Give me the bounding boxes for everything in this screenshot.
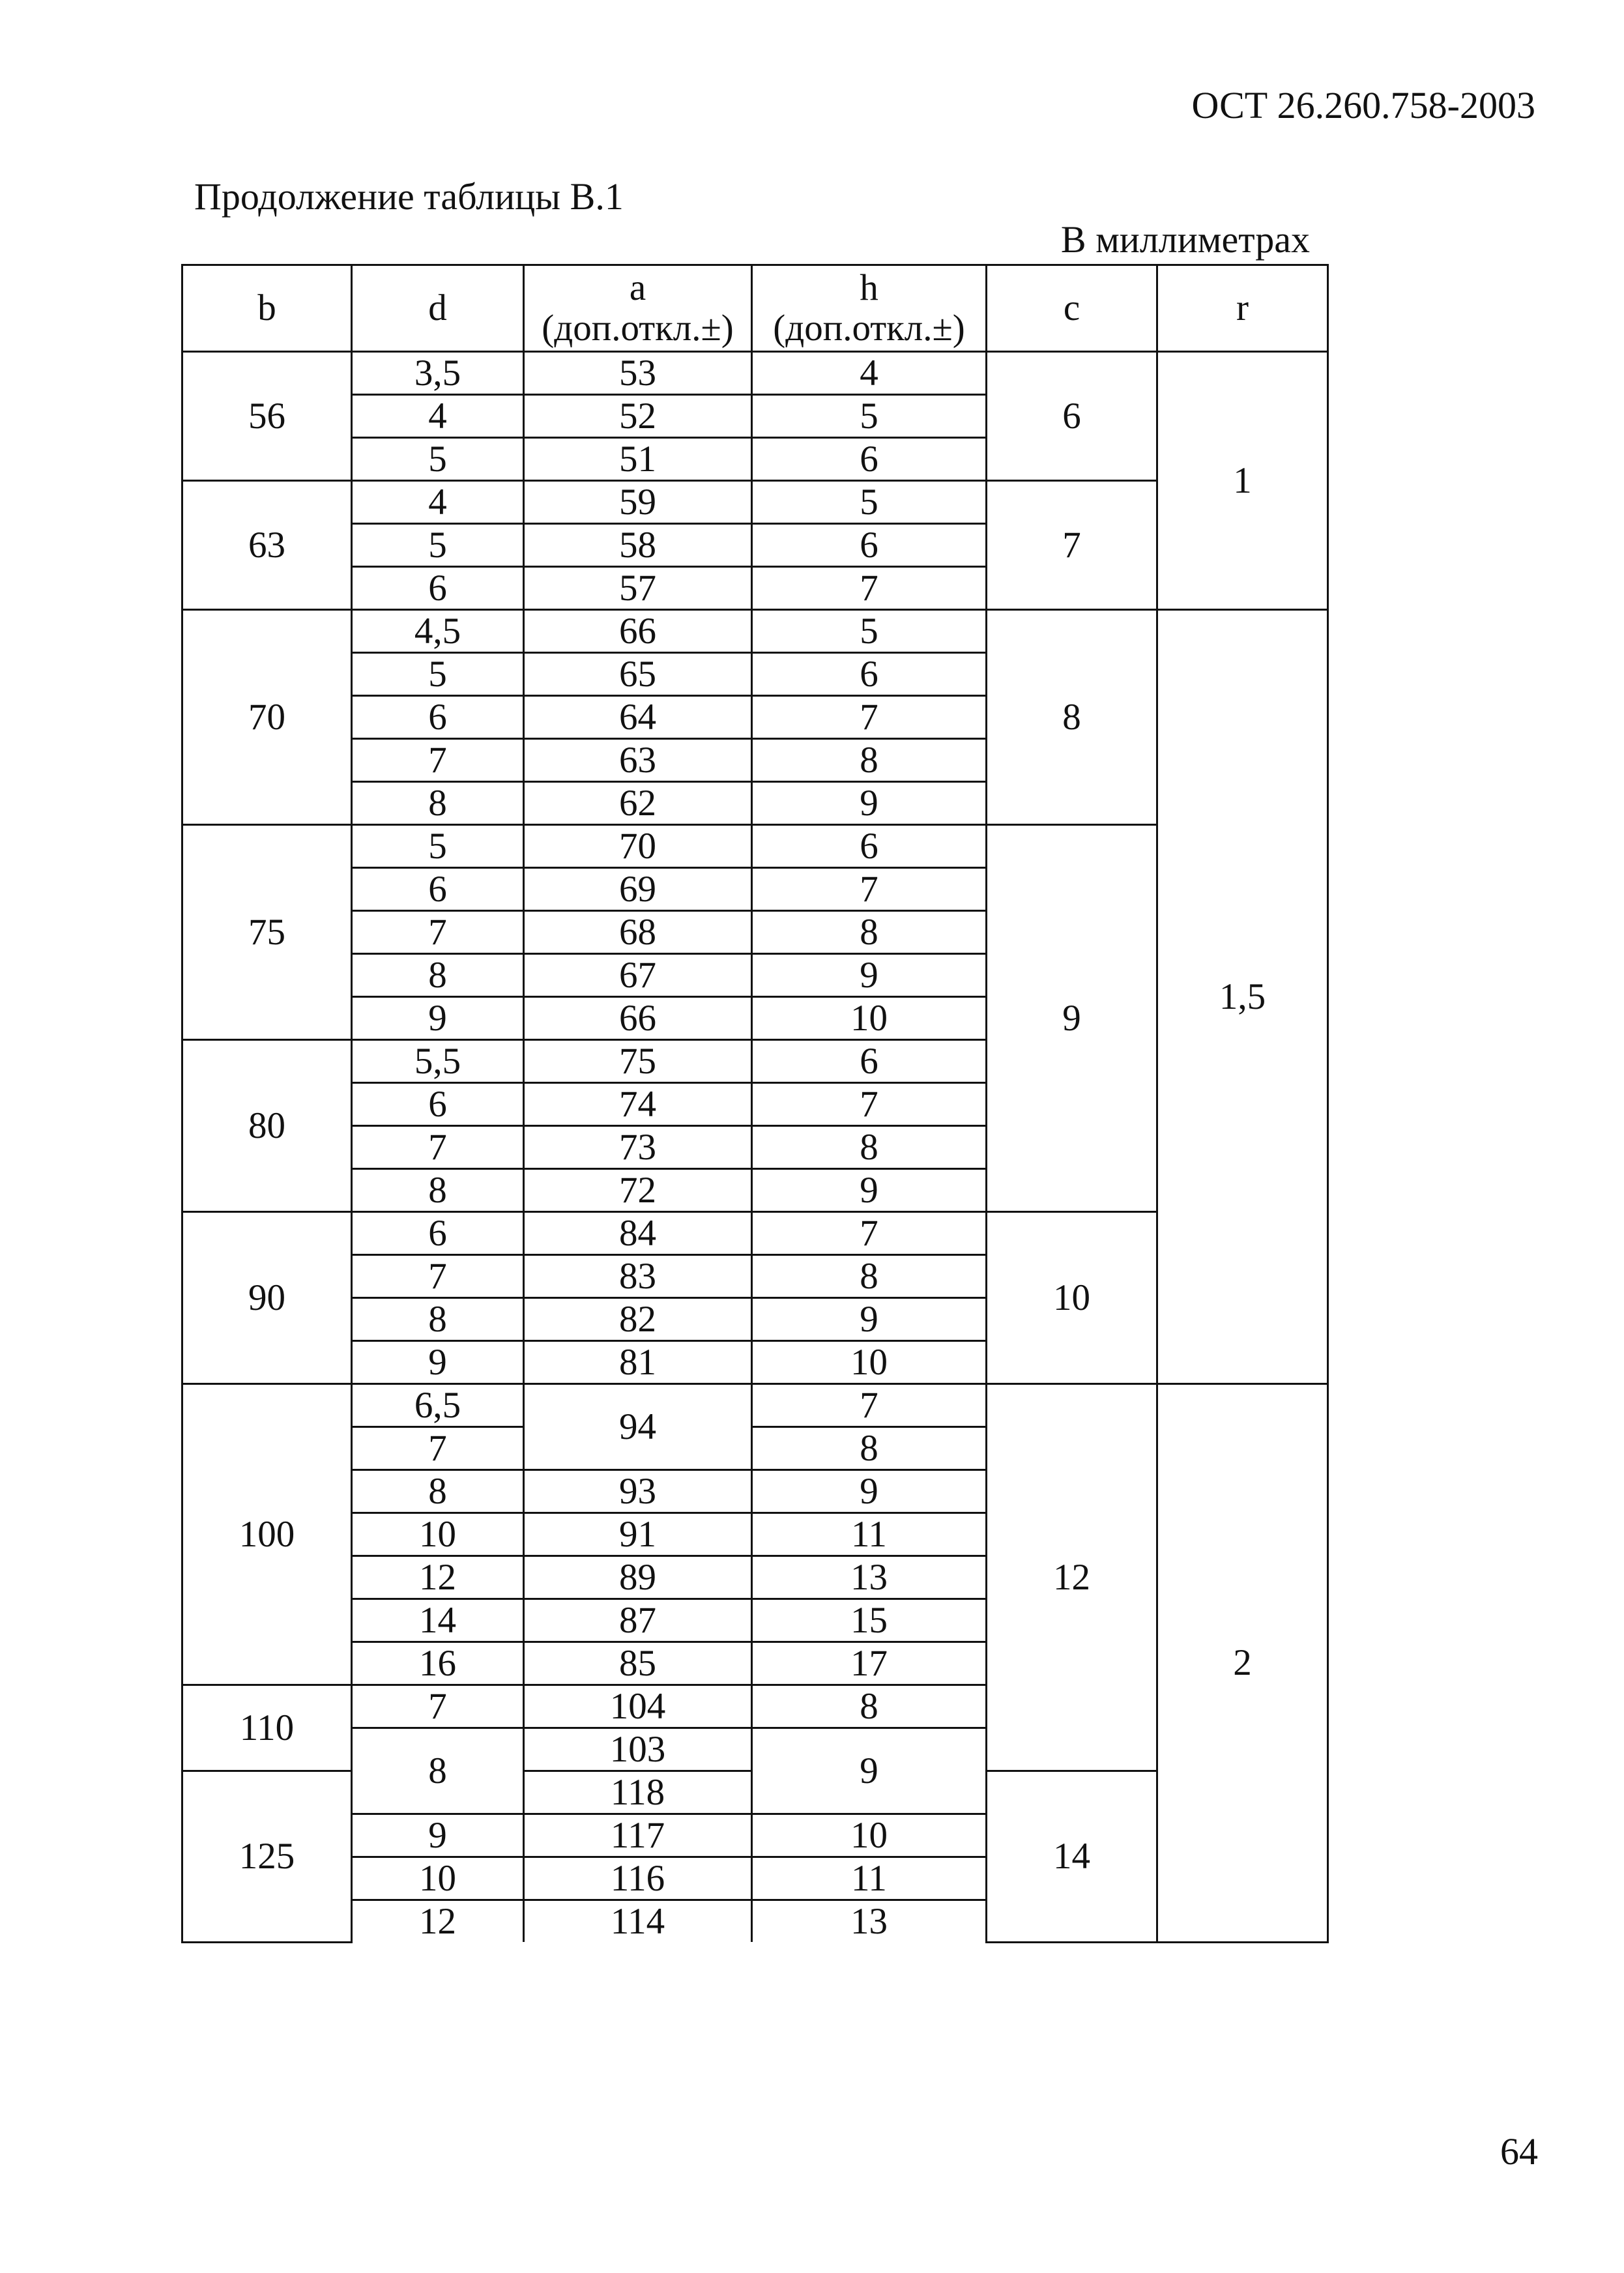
h-cell: 9 bbox=[752, 954, 987, 997]
c-cell: 12 bbox=[987, 1384, 1157, 1771]
c-cell: 6 bbox=[987, 352, 1157, 481]
header-h-note: (доп.откл.±) bbox=[773, 308, 965, 349]
h-cell: 9 bbox=[752, 1298, 987, 1341]
a-cell: 83 bbox=[524, 1255, 752, 1298]
h-cell: 5 bbox=[752, 481, 987, 524]
a-cell: 66 bbox=[524, 610, 752, 653]
a-cell: 118 bbox=[524, 1771, 752, 1814]
d-cell: 6 bbox=[352, 567, 524, 610]
c-cell: 7 bbox=[987, 481, 1157, 610]
h-cell: 9 bbox=[752, 1470, 987, 1513]
r-cell: 2 bbox=[1157, 1384, 1328, 1943]
a-cell: 66 bbox=[524, 997, 752, 1040]
table-row bbox=[182, 610, 1328, 653]
a-cell: 91 bbox=[524, 1513, 752, 1556]
d-cell: 7 bbox=[352, 911, 524, 954]
d-cell: 4 bbox=[352, 481, 524, 524]
h-cell: 7 bbox=[752, 567, 987, 610]
a-cell: 94 bbox=[524, 1384, 752, 1470]
header-c: c bbox=[987, 265, 1157, 352]
d-cell: 8 bbox=[352, 1728, 524, 1814]
table-row bbox=[182, 1384, 1328, 1427]
h-cell: 4 bbox=[752, 352, 987, 395]
a-cell: 103 bbox=[524, 1728, 752, 1771]
d-cell: 8 bbox=[352, 782, 524, 825]
h-cell: 6 bbox=[752, 825, 987, 868]
h-cell: 13 bbox=[752, 1556, 987, 1599]
header-r: r bbox=[1157, 265, 1328, 352]
d-cell: 6,5 bbox=[352, 1384, 524, 1427]
a-cell: 69 bbox=[524, 868, 752, 911]
group-b-cell: 80 bbox=[182, 1040, 352, 1212]
d-cell: 6 bbox=[352, 1212, 524, 1255]
a-cell: 82 bbox=[524, 1298, 752, 1341]
header-a bbox=[524, 265, 752, 352]
d-cell: 12 bbox=[352, 1556, 524, 1599]
table-row bbox=[182, 481, 1328, 524]
r-cell: 1,5 bbox=[1157, 610, 1328, 1384]
h-cell: 10 bbox=[752, 997, 987, 1040]
d-cell: 7 bbox=[352, 739, 524, 782]
group-b-cell: 70 bbox=[182, 610, 352, 825]
d-cell: 9 bbox=[352, 1814, 524, 1857]
d-cell: 3,5 bbox=[352, 352, 524, 395]
d-cell: 8 bbox=[352, 954, 524, 997]
h-cell: 8 bbox=[752, 1255, 987, 1298]
header-b: b bbox=[182, 265, 352, 352]
c-cell: 9 bbox=[987, 825, 1157, 1212]
d-cell: 7 bbox=[352, 1685, 524, 1728]
d-cell: 7 bbox=[352, 1427, 524, 1470]
d-cell: 5 bbox=[352, 524, 524, 567]
a-cell: 116 bbox=[524, 1857, 752, 1900]
d-cell: 10 bbox=[352, 1513, 524, 1556]
group-b-cell: 100 bbox=[182, 1384, 352, 1685]
a-cell: 63 bbox=[524, 739, 752, 782]
h-cell: 6 bbox=[752, 653, 987, 696]
header-h bbox=[752, 265, 987, 352]
d-cell: 14 bbox=[352, 1599, 524, 1642]
d-cell: 4 bbox=[352, 395, 524, 438]
d-cell: 6 bbox=[352, 868, 524, 911]
a-cell: 84 bbox=[524, 1212, 752, 1255]
a-cell: 89 bbox=[524, 1556, 752, 1599]
h-cell: 6 bbox=[752, 1040, 987, 1083]
table-caption: Продолжение таблицы В.1 bbox=[194, 175, 624, 218]
group-b-cell: 56 bbox=[182, 352, 352, 481]
c-cell: 14 bbox=[987, 1771, 1157, 1943]
table-header-row bbox=[182, 265, 1328, 352]
header-d: d bbox=[352, 265, 524, 352]
a-cell: 93 bbox=[524, 1470, 752, 1513]
h-cell: 5 bbox=[752, 395, 987, 438]
table-row bbox=[182, 352, 1328, 395]
a-cell: 52 bbox=[524, 395, 752, 438]
h-cell: 6 bbox=[752, 524, 987, 567]
a-cell: 51 bbox=[524, 438, 752, 481]
a-cell: 64 bbox=[524, 696, 752, 739]
a-cell: 59 bbox=[524, 481, 752, 524]
r-cell: 1 bbox=[1157, 352, 1328, 610]
h-cell: 7 bbox=[752, 1212, 987, 1255]
d-cell: 7 bbox=[352, 1126, 524, 1169]
h-cell: 9 bbox=[752, 1169, 987, 1212]
a-cell: 72 bbox=[524, 1169, 752, 1212]
page-number: 64 bbox=[1500, 2130, 1538, 2173]
a-cell: 62 bbox=[524, 782, 752, 825]
c-cell: 10 bbox=[987, 1212, 1157, 1384]
h-cell: 17 bbox=[752, 1642, 987, 1685]
a-cell: 65 bbox=[524, 653, 752, 696]
h-cell: 9 bbox=[752, 1728, 987, 1814]
group-b-cell: 63 bbox=[182, 481, 352, 610]
c-cell: 8 bbox=[987, 610, 1157, 825]
d-cell: 8 bbox=[352, 1169, 524, 1212]
group-b-cell: 125 bbox=[182, 1771, 352, 1943]
h-cell: 7 bbox=[752, 1083, 987, 1126]
a-cell: 81 bbox=[524, 1341, 752, 1384]
document-code: ОСТ 26.260.758-2003 bbox=[1191, 84, 1535, 126]
table-row bbox=[182, 1212, 1328, 1255]
units-note: В миллиметрах bbox=[1060, 218, 1310, 261]
table-row bbox=[182, 825, 1328, 868]
a-cell: 74 bbox=[524, 1083, 752, 1126]
h-cell: 8 bbox=[752, 1427, 987, 1470]
h-cell: 10 bbox=[752, 1814, 987, 1857]
header-a-label: a bbox=[629, 267, 646, 308]
d-cell: 8 bbox=[352, 1298, 524, 1341]
a-cell: 57 bbox=[524, 567, 752, 610]
h-cell: 5 bbox=[752, 610, 987, 653]
a-cell: 85 bbox=[524, 1642, 752, 1685]
a-cell: 58 bbox=[524, 524, 752, 567]
a-cell: 67 bbox=[524, 954, 752, 997]
h-cell: 6 bbox=[752, 438, 987, 481]
d-cell: 5 bbox=[352, 825, 524, 868]
h-cell: 8 bbox=[752, 1126, 987, 1169]
h-cell: 8 bbox=[752, 1685, 987, 1728]
d-cell: 12 bbox=[352, 1900, 524, 1943]
a-cell: 53 bbox=[524, 352, 752, 395]
h-cell: 11 bbox=[752, 1513, 987, 1556]
d-cell: 4,5 bbox=[352, 610, 524, 653]
a-cell: 75 bbox=[524, 1040, 752, 1083]
h-cell: 13 bbox=[752, 1900, 987, 1943]
h-cell: 8 bbox=[752, 911, 987, 954]
a-cell: 68 bbox=[524, 911, 752, 954]
h-cell: 8 bbox=[752, 739, 987, 782]
h-cell: 15 bbox=[752, 1599, 987, 1642]
d-cell: 5 bbox=[352, 438, 524, 481]
a-cell: 87 bbox=[524, 1599, 752, 1642]
d-cell: 7 bbox=[352, 1255, 524, 1298]
group-b-cell: 75 bbox=[182, 825, 352, 1040]
d-cell: 5 bbox=[352, 653, 524, 696]
d-cell: 5,5 bbox=[352, 1040, 524, 1083]
d-cell: 9 bbox=[352, 997, 524, 1040]
h-cell: 11 bbox=[752, 1857, 987, 1900]
h-cell: 9 bbox=[752, 782, 987, 825]
d-cell: 8 bbox=[352, 1470, 524, 1513]
dimensions-table bbox=[181, 264, 1329, 1943]
a-cell: 114 bbox=[524, 1900, 752, 1943]
a-cell: 117 bbox=[524, 1814, 752, 1857]
a-cell: 73 bbox=[524, 1126, 752, 1169]
h-cell: 10 bbox=[752, 1341, 987, 1384]
header-a-note: (доп.откл.±) bbox=[542, 308, 734, 349]
d-cell: 6 bbox=[352, 1083, 524, 1126]
h-cell: 7 bbox=[752, 868, 987, 911]
d-cell: 10 bbox=[352, 1857, 524, 1900]
group-b-cell: 90 bbox=[182, 1212, 352, 1384]
d-cell: 9 bbox=[352, 1341, 524, 1384]
h-cell: 7 bbox=[752, 1384, 987, 1427]
h-cell: 7 bbox=[752, 696, 987, 739]
a-cell: 104 bbox=[524, 1685, 752, 1728]
group-b-cell: 110 bbox=[182, 1685, 352, 1771]
header-h-label: h bbox=[860, 267, 878, 308]
d-cell: 6 bbox=[352, 696, 524, 739]
a-cell: 70 bbox=[524, 825, 752, 868]
d-cell: 16 bbox=[352, 1642, 524, 1685]
